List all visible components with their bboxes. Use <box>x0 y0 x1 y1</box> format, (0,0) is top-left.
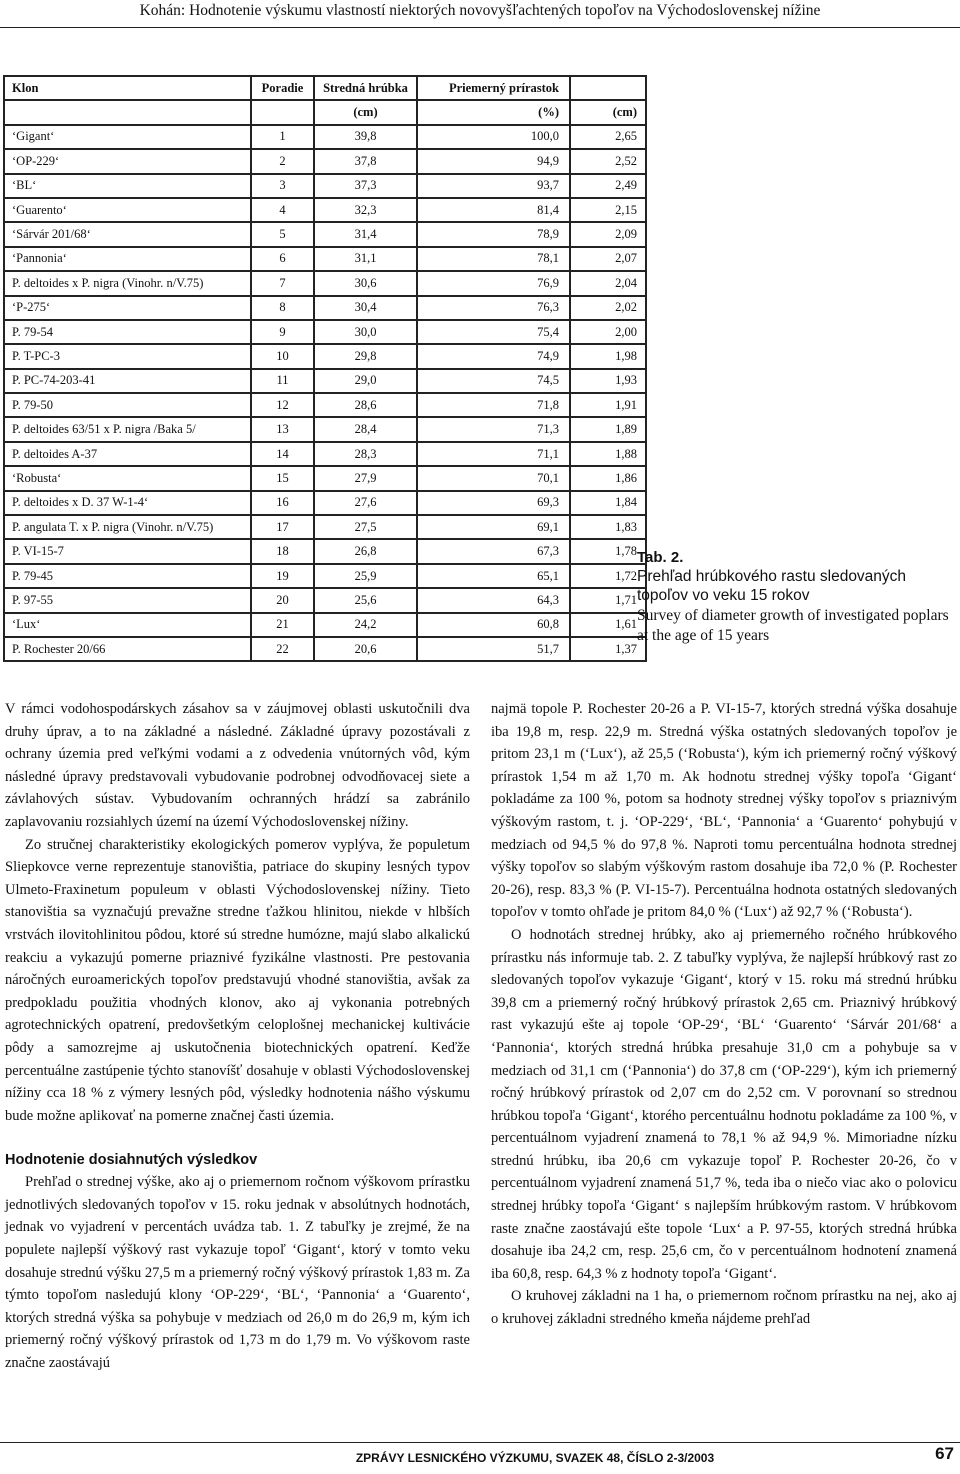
increment-cm-cell: 1,61 <box>570 613 646 637</box>
rank-cell: 22 <box>251 637 314 661</box>
diameter-cell: 28,4 <box>314 417 417 441</box>
data-table <box>3 75 647 662</box>
increment-percent-cell: Priemerný prírastok <box>417 76 570 100</box>
right-column <box>491 698 957 1331</box>
left-paragraph-3: Prehľad o strednej výške, ako aj o priemernom ročnom výškovom prírastku jednotlivých sledovaných topoľov v 15. roku jednak v absolútnych hodnotách, jednak vo vyjadrení v percentách uvádza tab. 1. Z tabuľky je zrejmé, že na populete najlepší výškový rast vykazuje topoľ ‘Gigant‘, ktorý v tomto veku dosahuje strednú výšku 27,5 m a priemerný ročný výškový prírastok 1,83 m. Za týmto topoľom nasledujú klony ‘OP-229‘, ‘BL‘, ‘Pannonia‘ a ‘Guarento‘, ktorých stredná výška sa pohybuje v medziach od 26,0 m do 26,9 m, kým ich priemerný ročný výškový prírastok od 1,73 m do 1,79 m. Vo výškovom raste značne zaostávajú <box>5 1174 470 1372</box>
table-row <box>4 344 646 368</box>
table-row <box>4 466 646 490</box>
rank-cell: Poradie <box>251 76 314 100</box>
rank-cell: 12 <box>251 393 314 417</box>
table-row <box>4 198 646 222</box>
increment-percent-cell: 75,4 <box>417 320 570 344</box>
diameter-cell: 27,6 <box>314 491 417 515</box>
increment-cm-cell: 2,52 <box>570 149 646 173</box>
increment-cm-cell: 2,65 <box>570 125 646 149</box>
diameter-cell: 26,8 <box>314 539 417 563</box>
table-row <box>4 369 646 393</box>
diameter-cell: 30,6 <box>314 271 417 295</box>
clone-cell: P. deltoides 63/51 x P. nigra /Baka 5/ <box>4 417 251 441</box>
rank-cell: 19 <box>251 564 314 588</box>
clone-cell: P. deltoides x D. 37 W-1-4‘ <box>4 491 251 515</box>
rank-cell: 14 <box>251 442 314 466</box>
increment-percent-cell: 76,3 <box>417 296 570 320</box>
table-caption <box>637 548 957 646</box>
increment-percent-cell: 74,5 <box>417 369 570 393</box>
increment-cm-cell: 1,86 <box>570 466 646 490</box>
table-row <box>4 174 646 198</box>
increment-percent-cell: 65,1 <box>417 564 570 588</box>
increment-percent-cell: 76,9 <box>417 271 570 295</box>
journal-footer: ZPRÁVY LESNICKÉHO VÝZKUMU, SVAZEK 48, ČÍSLO 2-3/2003 <box>355 1451 715 1465</box>
diameter-cell: 37,8 <box>314 149 417 173</box>
increment-cm-cell <box>570 76 646 100</box>
right-paragraph-1: najmä topole P. Rochester 20-26 a P. VI-15-7, ktorých stredná výška dosahuje iba 19,8 m, resp. 22,9 m. Stredná výška ostatných sledovaných topoľov je pritom 23,1 m (‘Lux‘), až 25,5 (‘Robusta‘), kým ich priemerný ročný výškový prírastok 1,54 m až 1,70 m. Ak hodnotu strednej výšky topoľa ‘Gigant‘ pokladáme za 100 %, potom sa hodnoty strednej výšky topoľov s priaznivým výškovým rastom, t. j. ‘OP-229‘, ‘BL‘, ‘Pannonia‘ a ‘Guarento‘ pohybujú v medziach od 94,5 % do 97,8 %. Naproti tomu percentuálna hodnota strednej výšky topoľov so slabým výškovým rastom dosahuje iba 72,0 % (P. Rochester 20-26), resp. 83,3 % (P. VI-15-7). Percentuálna hodnota ostatných sledovaných topoľov v tomto ohľade je pritom 84,0 % (‘Lux‘) až 92,7 % (‘Robusta‘). <box>491 701 957 921</box>
table-row <box>4 393 646 417</box>
section-heading: Hodnotenie dosiahnutých výsledkov <box>5 1152 258 1169</box>
table-row <box>4 442 646 466</box>
increment-percent-cell: 81,4 <box>417 198 570 222</box>
table-row <box>4 417 646 441</box>
clone-cell: P. angulata T. x P. nigra (Vinohr. n/V.75) <box>4 515 251 539</box>
diameter-cell: 20,6 <box>314 637 417 661</box>
increment-percent-cell: 78,1 <box>417 247 570 271</box>
diameter-cell: 37,3 <box>314 174 417 198</box>
increment-percent-cell: 64,3 <box>417 588 570 612</box>
diameter-cell: 25,6 <box>314 588 417 612</box>
increment-percent-cell: 67,3 <box>417 539 570 563</box>
rank-cell: 2 <box>251 149 314 173</box>
rank-cell: 5 <box>251 222 314 246</box>
increment-percent-cell: (%) <box>417 100 570 124</box>
increment-cm-cell: (cm) <box>570 100 646 124</box>
increment-cm-cell: 1,84 <box>570 491 646 515</box>
right-paragraph-3: O kruhovej základni na 1 ha, o priemernom ročnom prírastku na nej, ako aj o kruhovej základni stredného kmeňa nájdeme prehľad <box>491 1288 957 1328</box>
clone-cell: ‘Sárvár 201/68‘ <box>4 222 251 246</box>
clone-cell: P. deltoides A-37 <box>4 442 251 466</box>
increment-percent-cell: 71,3 <box>417 417 570 441</box>
increment-percent-cell: 94,9 <box>417 149 570 173</box>
diameter-cell: 27,9 <box>314 466 417 490</box>
clone-cell: ‘Pannonia‘ <box>4 247 251 271</box>
footer-rule <box>0 1442 960 1443</box>
diameter-cell: 31,4 <box>314 222 417 246</box>
table-row <box>4 149 646 173</box>
clone-cell: P. Rochester 20/66 <box>4 637 251 661</box>
clone-cell: ‘Lux‘ <box>4 613 251 637</box>
rank-cell: 17 <box>251 515 314 539</box>
increment-cm-cell: 1,93 <box>570 369 646 393</box>
table-header-row <box>4 76 646 100</box>
diameter-cell: 39,8 <box>314 125 417 149</box>
caption-title-en: Survey of diameter growth of investigated poplars at the age of 15 years <box>637 607 949 644</box>
increment-cm-cell: 2,09 <box>570 222 646 246</box>
increment-percent-cell: 71,8 <box>417 393 570 417</box>
increment-cm-cell: 1,89 <box>570 417 646 441</box>
table-row <box>4 247 646 271</box>
rank-cell: 10 <box>251 344 314 368</box>
increment-cm-cell: 1,37 <box>570 637 646 661</box>
diameter-cell: 32,3 <box>314 198 417 222</box>
increment-percent-cell: 71,1 <box>417 442 570 466</box>
rank-cell: 16 <box>251 491 314 515</box>
clone-cell: P. VI-15-7 <box>4 539 251 563</box>
clone-cell: P. PC-74-203-41 <box>4 369 251 393</box>
table-row <box>4 613 646 637</box>
increment-percent-cell: 69,3 <box>417 491 570 515</box>
table-row <box>4 125 646 149</box>
right-paragraph-2: O hodnotách strednej hrúbky, ako aj priemerného ročného hrúbkového prírastku nás informuje tab. 2. Z tabuľky vyplýva, že najlepší hrúbkový rast zo sledovaných topoľov vykazuje ‘Gigant‘, ktorý v 15. roku má strednú hrúbku 39,8 cm a priemerný ročný hrúbkový prírastok 2,65 cm. Priaznivý hrúbkový rast vykazujú ešte aj topole ‘OP-29‘, ‘BL‘ ‘Guarento‘ ‘Sárvár 201/68‘ a ‘Pannonia‘, ktorých stredná hrúbka presahuje 31,0 cm a pohybuje sa v medziach od 31,1 cm (‘Pannonia‘) do 37,8 cm (‘OP-229‘), kým ich priemerný ročný hrúbkový prírastok od 2,07 cm do 2,52 cm. V porovnaní so strednou hrúbkou topoľa ‘Gigant‘, ktorého percentuálnu hodnotu pokladáme za 100 %, v percentuálnom vyjadrení znamená to 78,1 % až 94,9 %. Mimoriadne nízku strednú hrúbku, iba 20,6 cm vykazuje topoľ P. Rochester 20-26, čo v percentuálnom vyjadrení znamená 51,7 %, teda iba o niečo viac ako o polovicu strednej hrúbky topoľa ‘Gigant‘ s najlepším hrúbkovým rastom. V hrúbkovom raste značne zaostávajú ešte topole ‘Lux‘ a P. 97-55, ktorých stredná hrúbka dosahuje iba 24,2 cm, resp. 25,6 cm, čo v percentuálnom hodnotení znamená iba 60,8, resp. 64,3 % z hodnoty topoľa ‘Gigant‘. <box>491 926 957 1282</box>
clone-cell: ‘Robusta‘ <box>4 466 251 490</box>
increment-percent-cell: 70,1 <box>417 466 570 490</box>
rank-cell: 1 <box>251 125 314 149</box>
increment-cm-cell: 1,72 <box>570 564 646 588</box>
increment-percent-cell: 69,1 <box>417 515 570 539</box>
rank-cell: 3 <box>251 174 314 198</box>
table-row <box>4 320 646 344</box>
caption-number: Tab. 2. <box>637 549 684 566</box>
running-header: Kohán: Hodnotenie výskumu vlastností niektorých novovyšľachtených topoľov na Východoslovenskej nížine <box>139 2 821 19</box>
clone-cell: ‘Guarento‘ <box>4 198 251 222</box>
caption-title-sk: Prehľad hrúbkového rastu sledovaných topoľov vo veku 15 rokov <box>637 568 907 604</box>
diameter-cell: 27,5 <box>314 515 417 539</box>
left-column <box>5 698 470 1375</box>
diameter-cell: 28,6 <box>314 393 417 417</box>
increment-cm-cell: 2,00 <box>570 320 646 344</box>
page-number: 67 <box>935 1444 954 1463</box>
rank-cell <box>251 100 314 124</box>
diameter-cell: 30,0 <box>314 320 417 344</box>
increment-percent-cell: 51,7 <box>417 637 570 661</box>
table-row <box>4 296 646 320</box>
table-row <box>4 491 646 515</box>
increment-cm-cell: 2,02 <box>570 296 646 320</box>
table-row <box>4 588 646 612</box>
table-row <box>4 222 646 246</box>
diameter-cell: (cm) <box>314 100 417 124</box>
header-rule <box>0 27 960 28</box>
increment-cm-cell: 2,04 <box>570 271 646 295</box>
rank-cell: 15 <box>251 466 314 490</box>
diameter-cell: 29,8 <box>314 344 417 368</box>
left-paragraph-2: Zo stručnej charakteristiky ekologických pomerov vyplýva, že populetum Sliepkovce verne reprezentuje stanovištia, patriace do skupiny lesných typov Ulmeto-Fraxinetum populeum v oblasti Východoslovenskej nížiny. Tieto stanovištia sa vyznačujú prevažne stredne ťažkou hlinitou, niekde v hlbších vrstvách ilovitohlinitou pôdou, ktoré sú stredne humózne, majú slabo alkalickú reakciu a vykazujú pomerne priaznivé fyzikálne vlastnosti. Pre pestovania náročných euroamerických topoľov predstavujú vhodné stanovištia, avšak za predpokladu použitia vhodných klonov, ako aj vykonania potrebných agrotechnických opatrení, predovšetkým celoplošnej mechanickej kultivácie pôdy a samozrejme aj uskutočnenia biotechnických opatrení. Keďže percentuálne zastúpenie týchto stanovíšť dosahuje v oblasti Východoslovenskej nížiny cca 18 % z výmery lesných pôd, výsledky hodnotenia nášho výskumu bude možne aplikovať na pomerne značnej časti územia. <box>5 836 470 1124</box>
rank-cell: 7 <box>251 271 314 295</box>
increment-percent-cell: 93,7 <box>417 174 570 198</box>
clone-cell: P. T-PC-3 <box>4 344 251 368</box>
diameter-cell: Stredná hrúbka <box>314 76 417 100</box>
clone-cell <box>4 100 251 124</box>
increment-percent-cell: 74,9 <box>417 344 570 368</box>
rank-cell: 6 <box>251 247 314 271</box>
table-row <box>4 564 646 588</box>
rank-cell: 11 <box>251 369 314 393</box>
left-paragraph-1: V rámci vodohospodárskych zásahov sa v záujmovej oblasti uskutočnili dva druhy úprav, a to na základné a následné. Základné úpravy pozostávali z ochrany územia pred veľkými vodami a z odvedenia vnútorných vôd, kým následné úpravy predstavovali vybudovanie podrobnej odvodňovacej siete a závlahových sústav. Vybudovaním ochranných hrádzí sa zabránilo zaplavovaniu rozsiahlych území na území Východoslovenskej nížiny. <box>5 701 470 830</box>
increment-percent-cell: 100,0 <box>417 125 570 149</box>
clone-cell: P. deltoides x P. nigra (Vinohr. n/V.75) <box>4 271 251 295</box>
clone-cell: P. 79-50 <box>4 393 251 417</box>
table-units-row <box>4 100 646 124</box>
diameter-cell: 31,1 <box>314 247 417 271</box>
rank-cell: 13 <box>251 417 314 441</box>
table-row <box>4 637 646 661</box>
diameter-cell: 30,4 <box>314 296 417 320</box>
increment-cm-cell: 2,07 <box>570 247 646 271</box>
increment-cm-cell: 1,98 <box>570 344 646 368</box>
increment-percent-cell: 78,9 <box>417 222 570 246</box>
clone-cell: ‘BL‘ <box>4 174 251 198</box>
clone-cell: P. 97-55 <box>4 588 251 612</box>
clone-cell: P. 79-54 <box>4 320 251 344</box>
rank-cell: 20 <box>251 588 314 612</box>
rank-cell: 18 <box>251 539 314 563</box>
increment-cm-cell: 1,83 <box>570 515 646 539</box>
increment-cm-cell: 1,88 <box>570 442 646 466</box>
table-row <box>4 515 646 539</box>
diameter-cell: 24,2 <box>314 613 417 637</box>
increment-cm-cell: 1,91 <box>570 393 646 417</box>
increment-cm-cell: 2,15 <box>570 198 646 222</box>
rank-cell: 21 <box>251 613 314 637</box>
diameter-cell: 29,0 <box>314 369 417 393</box>
table-row <box>4 539 646 563</box>
rank-cell: 8 <box>251 296 314 320</box>
clone-cell: P. 79-45 <box>4 564 251 588</box>
clone-cell: ‘P-275‘ <box>4 296 251 320</box>
rank-cell: 4 <box>251 198 314 222</box>
clone-cell: ‘Gigant‘ <box>4 125 251 149</box>
increment-cm-cell: 1,71 <box>570 588 646 612</box>
diameter-cell: 28,3 <box>314 442 417 466</box>
table-row <box>4 271 646 295</box>
rank-cell: 9 <box>251 320 314 344</box>
clone-cell: ‘OP-229‘ <box>4 149 251 173</box>
increment-cm-cell: 2,49 <box>570 174 646 198</box>
increment-cm-cell: 1,78 <box>570 539 646 563</box>
increment-percent-cell: 60,8 <box>417 613 570 637</box>
clone-cell: Klon <box>4 76 251 100</box>
diameter-cell: 25,9 <box>314 564 417 588</box>
